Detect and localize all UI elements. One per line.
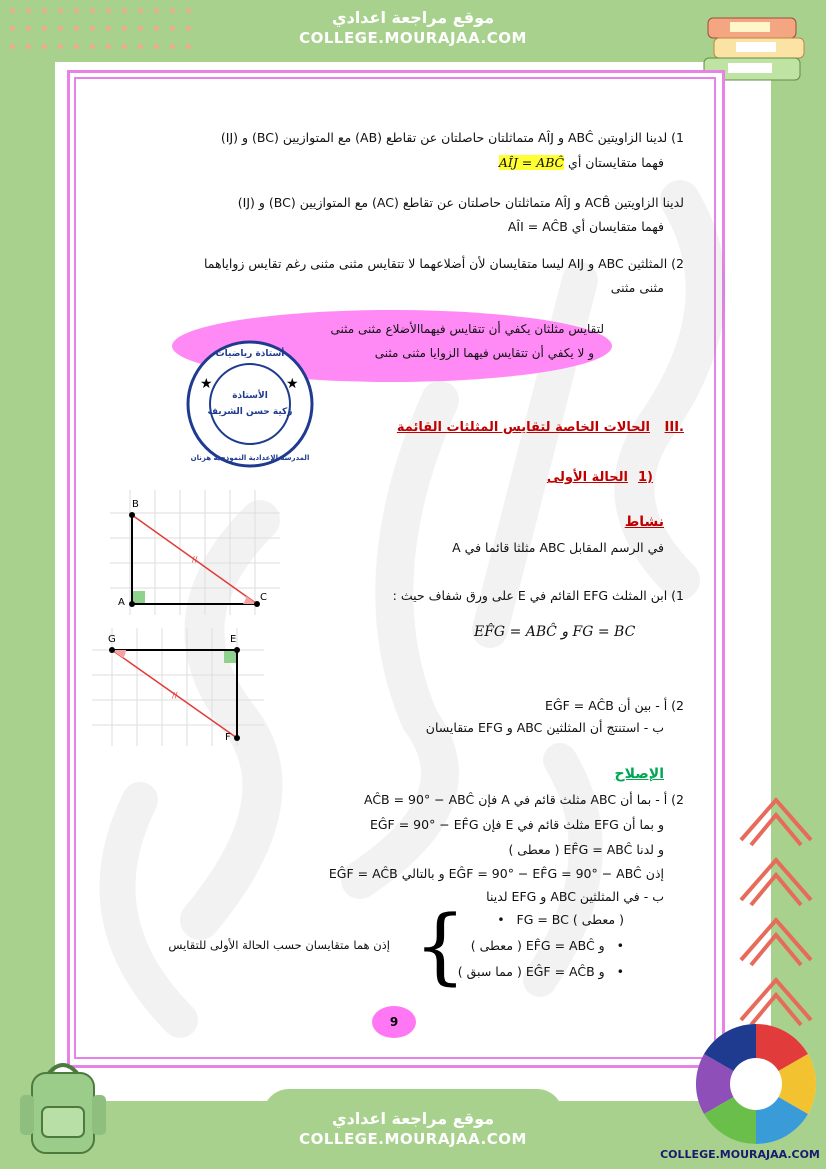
item1-line2-prefix: فهما متقايستان أي — [568, 155, 664, 170]
vertex-label-a: A — [118, 597, 125, 608]
decorative-dot — [58, 8, 63, 13]
decorative-dot — [186, 26, 191, 31]
left-border — [0, 0, 55, 1169]
footer-brand-url[interactable]: COLLEGE.MOURAJAA.COM — [299, 1130, 527, 1148]
correction-line2: و بما أن EFG مثلث قائم في E فإن EĜF = 90° − EF̂G — [369, 817, 664, 832]
footer-brand[interactable] — [263, 1089, 563, 1169]
figure-triangle-abc — [110, 490, 280, 615]
case-title: الحالة الأولى — [546, 470, 628, 485]
footer-brand-arabic: موقع مراجعة اعدادي — [331, 1109, 495, 1128]
decorative-dot — [10, 26, 15, 31]
equal-mark: // — [172, 691, 178, 700]
vertex-label-f: F — [225, 732, 231, 743]
bullet-2: • و EF̂G = ABĈ ( معطى ) — [470, 938, 624, 953]
decorative-dot — [138, 26, 143, 31]
item1b-line2: فهما متقايسان أي AÎI = AĈB — [507, 219, 664, 234]
cloud-line2: و لا يكفي أن تتقايس فيهما الزوايا مثنى مثنى — [374, 346, 594, 360]
decorative-dot — [122, 8, 127, 13]
section3-numeral: III. — [664, 420, 684, 435]
correction-line4: إذن EĜF = 90° − EF̂G = 90° − ABĈ و بالتالي EĜF = AĈB — [328, 866, 664, 881]
vertex-label-e: E — [230, 634, 237, 645]
bullet-3-text: و EĜF = AĈB ( مما سبق ) — [457, 964, 605, 979]
vertex-label-c: C — [260, 592, 267, 603]
stamp-center-line2: زكية حسن الشريف — [207, 407, 293, 417]
item1-line2 — [499, 155, 664, 170]
decorative-dot — [122, 26, 127, 31]
decorative-dot — [106, 44, 111, 49]
decorative-dot — [170, 44, 175, 49]
decorative-dot — [106, 26, 111, 31]
figure-triangle-efg — [92, 628, 264, 746]
stamp-center-line1: الأستاذة — [232, 391, 268, 401]
decorative-dot — [26, 26, 31, 31]
page-number: 9 — [372, 1006, 416, 1038]
decorative-dot — [74, 26, 79, 31]
correction-line3: و لدنا EF̂G = ABĈ ( معطى ) — [508, 842, 664, 857]
correction-line5: ب - في المثلثين ABC و EFG لدينا — [486, 889, 664, 904]
correction-conclusion: إذن هما متقايسان حسب الحالة الأولى للتقايس — [168, 938, 390, 952]
decorative-dot — [90, 8, 95, 13]
stamp-ring-bottom: المدرسة الإعدادية النموذجية هزنان — [190, 454, 310, 462]
decorative-dot — [154, 8, 159, 13]
bullet-1-text: FG = BC ( معطى ) — [516, 912, 624, 927]
item1b-line1: لدينا الزاويتين ACB̂ و AÎJ متماثلتان حاصلتان عن تقاطع (AC) مع المتوازيين (BC) و (IJ) — [237, 195, 684, 210]
decorative-dot — [26, 44, 31, 49]
activity-q1: 1) ابن المثلث EFG القائم في E على ورق شفاف حيث : — [392, 588, 684, 603]
cloud-line1: لتقايس مثلثان يكفي أن تتقايس فيهماالأضلاع مثنى مثنى — [330, 322, 604, 336]
bullet-3: • و EĜF = AĈB ( مما سبق ) — [457, 964, 624, 979]
decorative-dot — [42, 26, 47, 31]
activity-q1-formula: EF̂G = ABĈ و FG = BC — [474, 624, 636, 640]
activity-q2a: 2) أ - بين أن EĜF = AĈB — [545, 698, 684, 713]
decorative-dot — [26, 8, 31, 13]
backpack-icon — [14, 1055, 114, 1160]
decorative-dot — [170, 26, 175, 31]
correction-line1: 2) أ - بما أن ABC مثلث قائم في A فإن AĈB = 90° − ABĈ — [363, 792, 684, 807]
decorative-dot — [186, 44, 191, 49]
item1-line1: 1) لدينا الزاويتين ABĈ و AÎJ متماثلتان حاصلتان عن تقاطع (AB) مع المتوازيين (BC) و (IJ) — [220, 130, 684, 145]
chevron-up-icon — [736, 790, 816, 1050]
decorative-dot — [122, 44, 127, 49]
decorative-dot — [90, 26, 95, 31]
vertex-label-g: G — [108, 634, 116, 645]
decorative-dot — [10, 8, 15, 13]
decorative-dot — [154, 26, 159, 31]
decorative-dot — [106, 8, 111, 13]
header-brand-arabic: موقع مراجعة اعدادي — [331, 8, 495, 27]
activity-q2b: ب - استنتج أن المثلثين ABC و EFG متقايسان — [425, 720, 664, 735]
decorative-dot — [42, 8, 47, 13]
decorative-dots — [10, 8, 210, 56]
decorative-dot — [58, 44, 63, 49]
decorative-dot — [90, 44, 95, 49]
decorative-dot — [154, 44, 159, 49]
decorative-dot — [74, 44, 79, 49]
correction-title: الإصلاح — [614, 766, 664, 782]
case-number: 1) — [638, 470, 653, 485]
star-icon: ★ — [286, 376, 299, 392]
activity-title: نشاط — [624, 514, 664, 530]
decorative-dot — [170, 8, 175, 13]
bullet-1: • FG = BC ( معطى ) — [497, 912, 624, 927]
brace-bracket: { — [414, 899, 467, 994]
decorative-dot — [58, 26, 63, 31]
highlighted-formula: AÎJ = ABĈ — [498, 155, 565, 170]
header-brand[interactable] — [263, 0, 563, 58]
activity-intro: في الرسم المقابل ABC مثلثا قائما في A — [452, 540, 664, 555]
teacher-stamp — [186, 340, 314, 468]
section3-title: الحالات الخاصة لتقايس المثلثات القائمة — [396, 420, 650, 435]
header-brand-url[interactable]: COLLEGE.MOURAJAA.COM — [299, 29, 527, 47]
decorative-dot — [10, 44, 15, 49]
decorative-dot — [138, 44, 143, 49]
stamp-ring-top: أستاذة رياضيات — [215, 349, 285, 359]
decorative-dot — [74, 8, 79, 13]
logo-url[interactable]: COLLEGE.MOURAJAA.COM — [660, 1148, 820, 1161]
site-logo — [694, 1022, 818, 1146]
decorative-dot — [42, 44, 47, 49]
item2-line1: 2) المثلثين ABC و AIJ ليسا متقايسان لأن أضلاعهما لا تتقايس مثنى مثنى رغم تقايس زواياهما — [203, 256, 684, 271]
bullet-2-text: و EF̂G = ABĈ ( معطى ) — [470, 938, 605, 953]
decorative-dot — [138, 8, 143, 13]
equal-mark: // — [192, 555, 198, 564]
vertex-label-b: B — [132, 499, 139, 510]
decorative-dot — [186, 8, 191, 13]
item2-line2: مثنى مثنى — [610, 280, 664, 295]
star-icon: ★ — [200, 376, 213, 392]
